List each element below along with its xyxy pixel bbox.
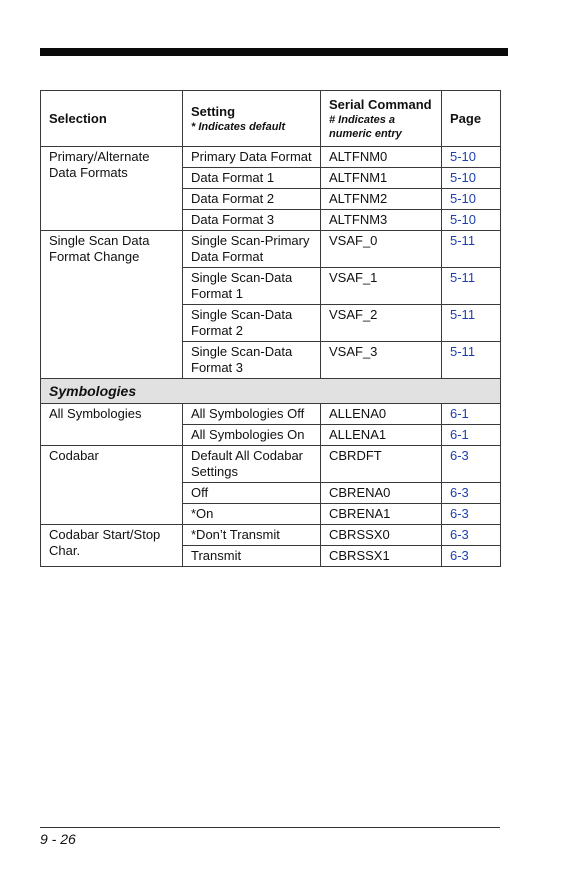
header-serial-command-note: # Indicates a numeric entry: [329, 113, 402, 140]
command-cell: ALTFNM3: [321, 210, 442, 231]
table-row: [41, 404, 501, 425]
header-setting-label: Setting: [191, 103, 236, 119]
section-row: [41, 379, 501, 404]
command-cell: CBRDFT: [321, 446, 442, 483]
setting-cell: Data Format 3: [183, 210, 321, 231]
selection-cell: Single Scan Data Format Change: [41, 231, 183, 379]
setting-cell: All Symbologies On: [183, 425, 321, 446]
header-serial-command-label: Serial Command: [329, 96, 432, 112]
page-link[interactable]: 5-10: [442, 168, 501, 189]
setting-cell: *Don’t Transmit: [183, 525, 321, 546]
page-link[interactable]: 6-3: [442, 483, 501, 504]
command-cell: ALTFNM1: [321, 168, 442, 189]
setting-cell: Single Scan-Primary Data Format: [183, 231, 321, 268]
page-link[interactable]: 5-10: [442, 189, 501, 210]
table-row: [41, 525, 501, 546]
selection-cell: Codabar: [41, 446, 183, 525]
command-cell: CBRENA1: [321, 504, 442, 525]
page-link[interactable]: 5-11: [442, 305, 501, 342]
bottom-rule: [40, 827, 500, 828]
command-cell: VSAF_3: [321, 342, 442, 379]
header-serial-command: [321, 91, 442, 147]
setting-cell: Primary Data Format: [183, 147, 321, 168]
top-rule: [40, 48, 508, 56]
selection-cell: Codabar Start/Stop Char.: [41, 525, 183, 567]
setting-cell: Single Scan-Data Format 2: [183, 305, 321, 342]
setting-cell: Default All Codabar Settings: [183, 446, 321, 483]
page-link[interactable]: 6-3: [442, 504, 501, 525]
header-setting: [183, 91, 321, 147]
setting-cell: Data Format 1: [183, 168, 321, 189]
command-cell: VSAF_0: [321, 231, 442, 268]
header-page: Page: [442, 91, 501, 147]
page-link[interactable]: 5-10: [442, 210, 501, 231]
page-link[interactable]: 6-1: [442, 404, 501, 425]
page-link[interactable]: 6-1: [442, 425, 501, 446]
setting-cell: Transmit: [183, 546, 321, 567]
section-title: Symbologies: [41, 379, 501, 404]
page-number: 9 - 26: [40, 831, 76, 847]
page-link[interactable]: 5-11: [442, 342, 501, 379]
setting-cell: Single Scan-Data Format 3: [183, 342, 321, 379]
command-cell: ALLENA1: [321, 425, 442, 446]
command-cell: VSAF_2: [321, 305, 442, 342]
command-cell: CBRSSX1: [321, 546, 442, 567]
serial-command-table: [40, 90, 501, 567]
command-cell: ALTFNM2: [321, 189, 442, 210]
setting-cell: *On: [183, 504, 321, 525]
command-cell: CBRENA0: [321, 483, 442, 504]
setting-cell: Off: [183, 483, 321, 504]
selection-cell: All Symbologies: [41, 404, 183, 446]
selection-cell: Primary/Alternate Data Formats: [41, 147, 183, 231]
setting-cell: Single Scan-Data Format 1: [183, 268, 321, 305]
command-cell: CBRSSX0: [321, 525, 442, 546]
header-setting-note: * Indicates default: [191, 120, 286, 133]
page-link[interactable]: 6-3: [442, 525, 501, 546]
table-row: [41, 231, 501, 268]
table-row: [41, 147, 501, 168]
setting-cell: All Symbologies Off: [183, 404, 321, 425]
header-selection: Selection: [41, 91, 183, 147]
page-link[interactable]: 5-10: [442, 147, 501, 168]
page-link[interactable]: 5-11: [442, 231, 501, 268]
page-link[interactable]: 6-3: [442, 446, 501, 483]
page-link[interactable]: 6-3: [442, 546, 501, 567]
table-row: [41, 446, 501, 483]
command-cell: VSAF_1: [321, 268, 442, 305]
setting-cell: Data Format 2: [183, 189, 321, 210]
table-header-row: [41, 91, 501, 147]
command-cell: ALTFNM0: [321, 147, 442, 168]
page-link[interactable]: 5-11: [442, 268, 501, 305]
command-cell: ALLENA0: [321, 404, 442, 425]
